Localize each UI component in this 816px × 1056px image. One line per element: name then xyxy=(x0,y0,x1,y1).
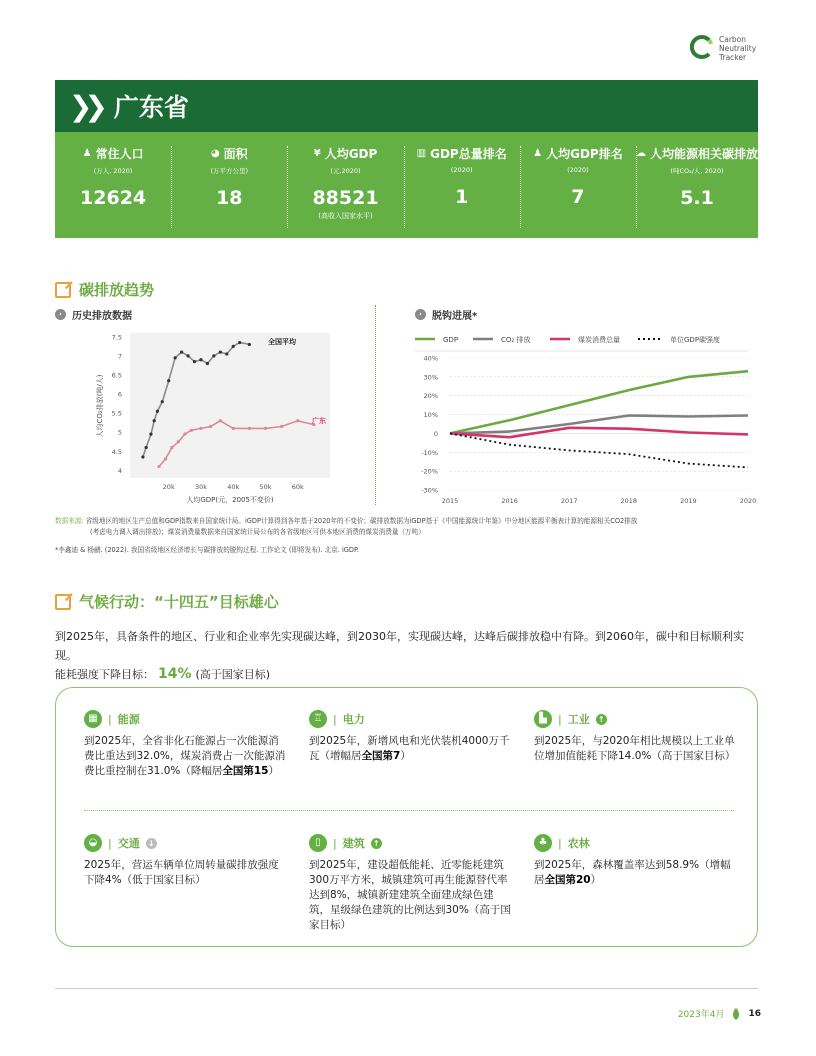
scatter-point xyxy=(232,427,235,430)
forest-icon: ♣ xyxy=(534,834,552,852)
goal-title: 工业 xyxy=(567,713,590,726)
scatter-point xyxy=(280,425,283,428)
logo-line-2: Neutrality xyxy=(719,44,757,53)
line-y-tick: 0 xyxy=(433,429,438,438)
stat-unit: (万平方公里) xyxy=(210,167,249,175)
scatter-point xyxy=(186,354,189,357)
scatter-point xyxy=(212,354,215,357)
scatter-point xyxy=(199,358,202,361)
stat-value: 5.1 xyxy=(680,187,714,209)
edit-note-icon xyxy=(55,282,71,298)
goal-text-end: ） xyxy=(400,750,411,762)
legend-gdp: GDP xyxy=(443,336,459,344)
goal-rank: 全国第15 xyxy=(222,765,269,777)
goal-text xyxy=(84,734,289,779)
intensity-value: 14% xyxy=(158,666,192,682)
stat-value: 12624 xyxy=(80,187,147,209)
stat-gdp-per-capita xyxy=(287,132,403,238)
scatter-y-tick: 6.5 xyxy=(111,371,122,380)
page-number: 16 xyxy=(748,1008,761,1019)
scatter-point xyxy=(161,400,164,403)
edit-note-icon xyxy=(55,594,71,610)
source-line-2: (考虑电力调入调出排放)；煤炭消费量数据来自国家统计局公布的各省级地区可供本地区消费的煤炭消费量（万吨） xyxy=(90,528,425,536)
guangdong-label: 广东 xyxy=(312,417,326,425)
line-y-tick: -10% xyxy=(421,448,438,457)
scatter-point xyxy=(164,457,167,460)
stat-area xyxy=(171,132,287,238)
stat-population xyxy=(55,132,171,238)
line-y-tick: 10% xyxy=(423,411,438,420)
population-icon: ♟ xyxy=(82,148,92,159)
goal-transport: ◒ | 交通 ↓ 2025年，营运车辆单位周转量碳排放强度下降4%（低于国家目标） xyxy=(84,834,289,888)
logo-line-3: Tracker xyxy=(719,53,747,62)
stat-unit: (吨CO₂/人, 2020) xyxy=(670,167,724,175)
legend-coal: 煤炭消费总量 xyxy=(578,336,620,344)
goal-industry: ▙ | 工业 ↑ 到2025年，与2020年相比规模以上工业单位增加值能耗下降14.0%（高于国家目标） xyxy=(534,710,739,764)
goal-agri-forestry: ♣ | 农林 到2025年，森林覆盖率达到58.9%（增幅居全国第20） xyxy=(534,834,739,888)
scatter-y-tick: 5 xyxy=(117,428,122,437)
arrow-down-icon: ↓ xyxy=(146,838,157,849)
scatter-point xyxy=(141,455,144,458)
page-footer xyxy=(678,1007,761,1020)
goal-title: 能源 xyxy=(117,713,140,726)
climate-action-text: 到2025年，具备条件的地区、行业和企业率先实现碳达峰，到2030年，实现碳达峰，达峰后碳排放稳中有降。到2060年，碳中和目标顺利实现。 xyxy=(55,630,744,662)
goal-title: 建筑 xyxy=(342,837,365,850)
scatter-y-tick: 5.5 xyxy=(111,409,122,418)
factory-icon: ▙ xyxy=(534,710,552,728)
province-title-band xyxy=(55,80,758,132)
line-y-tick: 30% xyxy=(423,373,438,382)
legend-intensity: 单位GDP碳强度 xyxy=(670,336,721,344)
national-average-label: 全国平均 xyxy=(268,338,296,346)
historical-emission-scatter-chart xyxy=(90,328,340,508)
building-icon: ▯ xyxy=(309,834,327,852)
leaf-icon xyxy=(732,1008,740,1020)
line-y-tick: -20% xyxy=(421,467,438,476)
goal-text-main: 到2025年，建设超低能耗、近零能耗建筑300万平方米，城镇建筑可再生能源替代率达到8%，城镇新建建筑全面建成绿色建筑，星级绿色建筑的比例达到30%（高于国家目标） xyxy=(309,859,511,931)
goal-text xyxy=(534,858,739,888)
scatter-y-tick: 4 xyxy=(117,466,122,475)
scatter-point xyxy=(209,425,212,428)
stat-label: 面积 xyxy=(223,147,248,161)
stat-unit: (2020) xyxy=(567,166,589,174)
scatter-point xyxy=(153,419,156,422)
scatter-x-tick: 40k xyxy=(227,483,240,491)
line-y-tick: 20% xyxy=(423,392,438,401)
section-climate-action-heading xyxy=(55,591,279,612)
goal-title: 电力 xyxy=(342,713,365,726)
province-title: 广东省 xyxy=(113,93,189,122)
scatter-point xyxy=(170,446,173,449)
line-x-tick: 2017 xyxy=(560,497,578,505)
historical-data-subheading xyxy=(55,307,132,322)
scatter-point xyxy=(174,356,177,359)
data-source-note xyxy=(55,516,763,538)
scatter-point xyxy=(177,440,180,443)
citation-note: *李鑫迪 & 杨鹂. (2022). 我国省级地区经济增长与碳排放的脱钩过程. 工作论文 (即将发布). 北京. iGDP. xyxy=(55,546,360,554)
goal-text xyxy=(309,734,514,764)
line-x-tick: 2019 xyxy=(680,497,697,505)
scatter-y-tick: 7.5 xyxy=(111,333,122,342)
section-title: 碳排放趋势 xyxy=(79,281,155,299)
gdp-coin-icon: ¥ xyxy=(313,148,321,159)
stat-per-capita-co2 xyxy=(636,132,758,238)
stat-unit: (元,2020) xyxy=(330,167,361,175)
climate-action-paragraph xyxy=(55,627,765,684)
scatter-point xyxy=(199,427,202,430)
decoupling-line-chart xyxy=(410,330,760,510)
goal-text-end: ） xyxy=(268,765,279,777)
scatter-point xyxy=(248,427,251,430)
stat-label: 人均GDP排名 xyxy=(546,147,623,161)
scatter-point xyxy=(248,343,251,346)
line-x-tick: 2015 xyxy=(441,497,459,505)
goal-text xyxy=(534,734,739,764)
power-tower-icon: ♖ xyxy=(309,710,327,728)
scatter-point xyxy=(264,427,267,430)
goal-title: 农林 xyxy=(567,837,590,850)
stat-value: 88521 xyxy=(312,187,379,209)
scatter-y-tick: 7 xyxy=(117,352,122,361)
scatter-x-tick: 60k xyxy=(291,483,304,491)
chevron-right-icon: › xyxy=(55,309,66,320)
chevron-right-icon: › xyxy=(415,309,426,320)
car-icon: ◒ xyxy=(84,834,102,852)
source-line-1: 省级地区的地区生产总值和GDP指数来自国家统计局。iGDP计算得到各年基于2020年的不变价；碳排放数据为iGDP基于《中国能源统计年鉴》中分地区能源平衡表计算的能源相关CO2排放 xyxy=(85,517,638,525)
line-x-tick: 2018 xyxy=(620,497,638,505)
scatter-point xyxy=(219,419,222,422)
stat-note: (高收入国家水平) xyxy=(318,212,373,220)
section-emission-trend-heading xyxy=(55,279,154,300)
goal-text xyxy=(84,858,289,888)
scatter-point xyxy=(296,419,299,422)
stat-unit: (2020) xyxy=(450,166,473,174)
goal-text-main: 到2025年，全省非化石能源占一次能源消费比重达到32.0%，煤炭消费占一次能源消费比重控制在31.0%（降幅居 xyxy=(84,735,286,777)
scatter-point xyxy=(156,410,159,413)
sector-goals-box xyxy=(55,687,758,947)
arrow-up-icon: ↑ xyxy=(596,714,607,725)
intensity-target-line xyxy=(55,665,765,684)
stat-unit: (万人, 2020) xyxy=(93,167,133,175)
line-series-3 xyxy=(450,433,748,467)
goal-building: ▯ | 建筑 ↑ 到2025年，建设超低能耗、近零能耗建筑300万平方米，城镇建筑可再生能源替代率达到8%，城镇新建建筑全面建成绿色建筑，星级绿色建筑的比例达到30%（高于国家目标） xyxy=(309,834,514,933)
scatter-point xyxy=(238,341,241,344)
double-chevron-icon: ❯❯ xyxy=(69,89,100,123)
goal-text-main: 2025年，营运车辆单位周转量碳排放强度下降4%（低于国家目标） xyxy=(84,859,279,886)
goal-energy: ▦ | 能源 到2025年，全省非化石能源占一次能源消费比重达到32.0%，煤炭消费占一次能源消费比重控制在31.0%（降幅居全国第15） xyxy=(84,710,289,779)
goal-text-main: 到2025年，新增风电和光伏装机4000万千瓦（增幅居 xyxy=(309,735,510,762)
line-x-tick: 2020 xyxy=(739,497,757,505)
arrow-up-icon: ↑ xyxy=(371,838,382,849)
scatter-point xyxy=(157,465,160,468)
charts-divider xyxy=(375,305,376,505)
line-chart-legend xyxy=(415,335,720,344)
scatter-point xyxy=(183,433,186,436)
stat-label: 常住人口 xyxy=(95,147,144,161)
energy-icon: ▦ xyxy=(84,710,102,728)
bar-chart-icon: ▥ xyxy=(416,148,427,159)
scatter-x-axis-label: 人均GDP(元，2005不变价) xyxy=(186,496,274,504)
goals-divider xyxy=(84,810,734,811)
scatter-point xyxy=(167,379,170,382)
section-title: 气候行动：“十四五”目标雄心 xyxy=(79,593,279,611)
scatter-x-tick: 20k xyxy=(162,483,175,491)
people-rank-icon: ♟ xyxy=(533,148,543,159)
scatter-y-tick: 6 xyxy=(117,390,122,399)
line-series-0 xyxy=(450,371,748,433)
legend-co2: CO₂ 排放 xyxy=(501,336,531,344)
goal-title: 交通 xyxy=(117,837,140,850)
goal-text-main: 到2025年，森林覆盖率达到58.9%（增幅居 xyxy=(534,859,731,886)
scatter-point xyxy=(193,360,196,363)
scatter-point xyxy=(145,446,148,449)
line-x-tick: 2016 xyxy=(501,497,518,505)
scatter-point xyxy=(190,429,193,432)
scatter-x-tick: 30k xyxy=(194,483,207,491)
logo-c-icon xyxy=(690,35,714,59)
goal-text-main: 到2025年，与2020年相比规模以上工业单位增加值能耗下降14.0%（高于国家目标） xyxy=(534,735,736,762)
carbon-neutrality-tracker-logo xyxy=(690,35,756,62)
goal-power: ♖ | 电力 到2025年，新增风电和光伏装机4000万千瓦（增幅居全国第7） xyxy=(309,710,514,764)
scatter-y-axis-label: 人均CO₂排放(吨/人) xyxy=(96,374,104,438)
stat-gdp-per-capita-rank xyxy=(520,132,636,238)
stat-label: 人均GDP xyxy=(324,147,378,161)
scatter-y-tick: 4.5 xyxy=(111,447,122,456)
stat-value: 18 xyxy=(216,187,243,209)
scatter-point xyxy=(219,350,222,353)
area-icon: ◕ xyxy=(210,148,220,159)
goal-text-end: ） xyxy=(590,874,602,886)
scatter-point xyxy=(232,345,235,348)
subheading-label: 脱钩进展* xyxy=(432,311,478,322)
intensity-label: 能耗强度下降目标： xyxy=(55,668,154,681)
co2-cloud-icon: ☁ xyxy=(636,148,647,159)
footer-rule xyxy=(55,988,758,989)
stats-band xyxy=(55,132,758,238)
stat-label: 人均能源相关碳排放 xyxy=(650,147,759,161)
stat-value: 7 xyxy=(571,186,585,208)
decoupling-subheading xyxy=(415,307,477,322)
scatter-point xyxy=(206,362,209,365)
scatter-point xyxy=(180,350,183,353)
stat-gdp-rank xyxy=(404,132,520,238)
logo-line-1: Carbon xyxy=(719,35,747,44)
source-label: 数据来源: xyxy=(55,517,84,525)
goal-text xyxy=(309,858,514,933)
subheading-label: 历史排放数据 xyxy=(72,311,132,322)
stat-label: GDP总量排名 xyxy=(430,147,507,161)
line-y-tick: -30% xyxy=(421,486,438,495)
scatter-x-tick: 50k xyxy=(259,483,272,491)
scatter-point xyxy=(225,352,228,355)
stat-value: 1 xyxy=(455,186,469,208)
goal-rank: 全国第7 xyxy=(361,750,401,762)
line-y-tick: 40% xyxy=(423,354,438,363)
goal-rank: 全国第20 xyxy=(544,874,591,886)
footer-date: 2023年4月 xyxy=(677,1010,725,1020)
scatter-point xyxy=(149,433,152,436)
intensity-note: (高于国家目标) xyxy=(195,668,271,681)
